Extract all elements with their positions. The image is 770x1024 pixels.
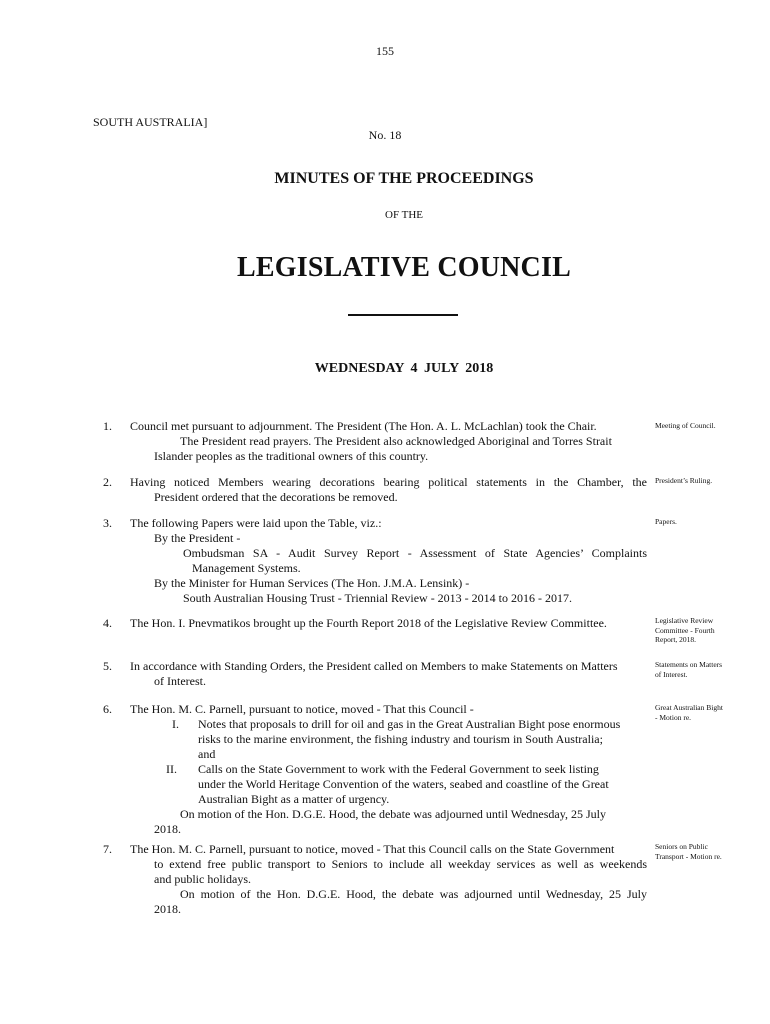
item-line: President ordered that the decorations be removed. — [154, 490, 398, 504]
state-label: SOUTH AUSTRALIA] — [93, 115, 208, 129]
item-number: 6. — [103, 702, 112, 716]
item-line: Calls on the State Government to work with the Federal Government to seek listing — [198, 762, 599, 776]
item-line: and public holidays. — [154, 872, 251, 886]
margin-note: President’s Ruling. — [655, 476, 713, 485]
item-line: Management Systems. — [192, 561, 301, 575]
item-line: By the President - — [154, 531, 241, 545]
item-line: Ombudsman SA - Audit Survey Report - Assessment of State Agencies’ Complaints — [183, 546, 647, 560]
item-line: of Interest. — [154, 674, 206, 688]
item-text — [130, 659, 647, 689]
item-line: By the Minister for Human Services (The Hon. J.M.A. Lensink) - — [154, 576, 470, 590]
issue-number: No. 18 — [368, 128, 402, 142]
item-number: 3. — [103, 516, 112, 530]
item-text — [130, 616, 647, 631]
margin-note: Meeting of Council. — [655, 421, 716, 430]
item-line: Council met pursuant to adjournment. The President (The Hon. A. L. McLachlan) took the Chair. — [130, 419, 597, 433]
item-line: Having noticed Members wearing decorations bearing political statements in the Chamber, the — [130, 475, 647, 489]
title-rule — [348, 314, 458, 316]
chamber-title: LEGISLATIVE COUNCIL — [237, 252, 571, 283]
item-line: The following Papers were laid upon the Table, viz.: — [130, 516, 382, 530]
item-line: The Hon. M. C. Parnell, pursuant to notice, moved - That this Council calls on the State Government — [130, 842, 615, 856]
item-text — [130, 475, 647, 505]
resolution-paragraph — [130, 717, 647, 732]
item-number: 1. — [103, 419, 112, 433]
roman-numeral: II. — [166, 762, 177, 776]
item-text — [130, 842, 647, 917]
item-line: Islander peoples as the traditional owners of this country. — [154, 449, 429, 463]
item-line: The Hon. M. C. Parnell, pursuant to notice, moved - That this Council - — [130, 702, 474, 716]
item-line: In accordance with Standing Orders, the President called on Members to make Statements on Matters — [130, 659, 618, 673]
page-number: 155 — [376, 44, 394, 58]
item-line: risks to the marine environment, the fishing industry and tourism in South Australia; — [198, 732, 603, 746]
item-line: On motion of the Hon. D.G.E. Hood, the debate was adjourned until Wednesday, 25 July — [180, 887, 647, 901]
item-line: under the World Heritage Convention of the waters, seabed and coastline of the Great — [198, 777, 609, 791]
item-line: and — [198, 747, 216, 761]
item-line: Australian Bight as a matter of urgency. — [198, 792, 390, 806]
margin-note: Statements on Matters of Interest. — [655, 660, 723, 679]
item-line: South Australian Housing Trust - Triennial Review - 2013 - 2014 to 2016 - 2017. — [183, 591, 573, 605]
item-number: 5. — [103, 659, 112, 673]
item-text — [130, 516, 647, 606]
resolution-paragraph — [130, 762, 647, 777]
item-text — [130, 702, 647, 837]
margin-note: Papers. — [655, 517, 677, 526]
margin-note: Great Australian Bight - Motion re. — [655, 703, 723, 722]
item-line: The President read prayers. The President also acknowledged Aboriginal and Torres Strait — [180, 434, 612, 448]
document-subtitle: OF THE — [385, 209, 423, 221]
item-text — [130, 419, 647, 464]
item-line: On motion of the Hon. D.G.E. Hood, the debate was adjourned until Wednesday, 25 July — [180, 807, 606, 821]
item-line: 2018. — [154, 822, 181, 836]
item-line: Notes that proposals to drill for oil and gas in the Great Australian Bight pose enormous — [198, 717, 621, 731]
item-line: The Hon. I. Pnevmatikos brought up the Fourth Report 2018 of the Legislative Review Committee. — [130, 616, 607, 630]
roman-numeral: I. — [172, 717, 179, 731]
item-line: 2018. — [154, 902, 181, 916]
sitting-date: WEDNESDAY 4 JULY 2018 — [314, 361, 494, 376]
margin-note: Legislative Review Committee - Fourth Report, 2018. — [655, 616, 715, 644]
margin-note: Seniors on Public Transport - Motion re. — [655, 842, 722, 861]
item-number: 7. — [103, 842, 112, 856]
item-number: 2. — [103, 475, 112, 489]
document-title: MINUTES OF THE PROCEEDINGS — [274, 170, 534, 187]
item-number: 4. — [103, 616, 112, 630]
item-line: to extend free public transport to Seniors to include all weekday services as well as weekends — [154, 857, 647, 871]
